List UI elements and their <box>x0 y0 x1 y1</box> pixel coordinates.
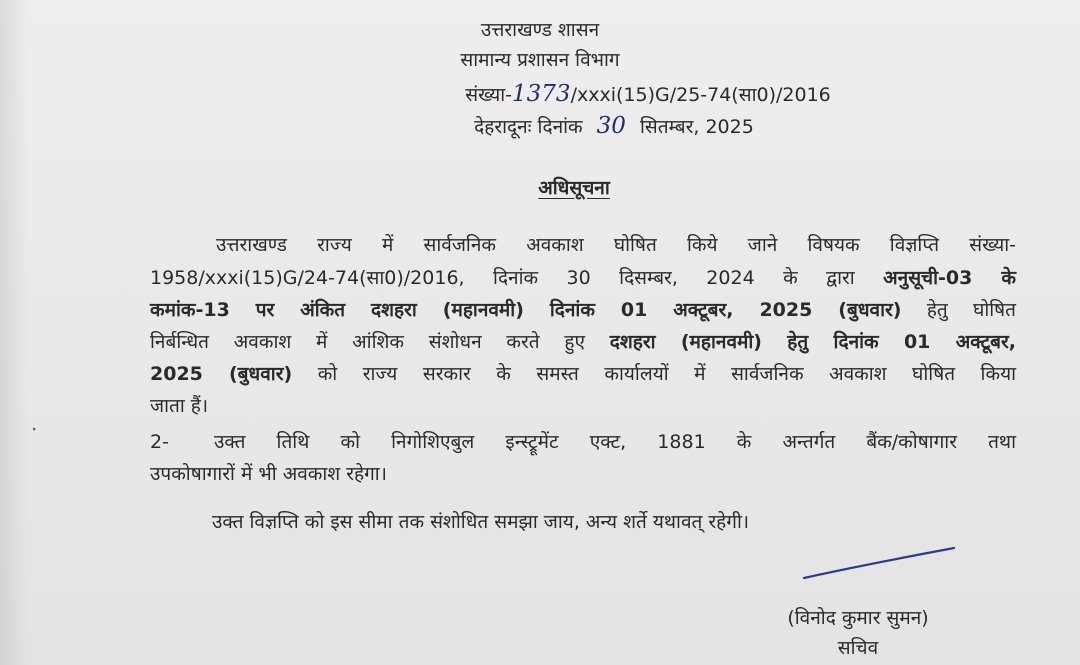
para1-line4-bold: दशहरा (महानवमी) हेतु दिनांक 01 अक्टूबर, <box>609 331 1017 353</box>
government-heading: उत्तराखण्ड शासन <box>480 19 600 41</box>
para1-line3-text: हेतु घोषित <box>926 299 1016 321</box>
para1-line4-text: निर्बन्धित अवकाश में आंशिक संशोधन करते हुए <box>150 331 585 353</box>
signatory-designation: सचिव <box>837 637 879 659</box>
para1-line5-bold: 2025 (बुधवार) <box>150 363 293 385</box>
para3-line: उक्त विज्ञप्ति को इस सीमा तक संशोधित समझा जाय, अन्य शर्ते यथावत् रहेगी। <box>212 511 750 533</box>
title-text: अधिसूचना <box>538 177 610 199</box>
para1-line2 <box>150 266 1016 290</box>
reference-number-line <box>108 82 1080 107</box>
para1-line2-text: 1958/xxxi(15)G/24-74(सा0)/2016, दिनांक 30 दिसम्बर, 2024 के द्वारा <box>150 267 855 289</box>
para2-line2: उपकोषागारों में भी अवकाश रहेगा। <box>150 463 387 485</box>
paper-edge-shadow <box>0 0 28 665</box>
para1-line2-bold: अनुसूची-03 के <box>883 267 1016 289</box>
place-date-line <box>74 114 1080 139</box>
place-date-prefix: देहरादूनः दिनांक <box>474 116 583 138</box>
para1-line3-bold: कमांक-13 पर अंकित दशहरा (महानवमी) दिनांक 01 अक्टूबर, 2025 (बुधवार) <box>150 299 902 321</box>
reference-number-prefix: संख्या- <box>465 84 513 106</box>
para2-number: 2- <box>150 431 169 453</box>
handwritten-date: 30 <box>596 113 626 139</box>
para1-line5 <box>150 362 1016 386</box>
signatory-name: (विनोद कुमार सुमन) <box>787 607 929 629</box>
para1-line4 <box>150 330 1016 354</box>
para2-line1: उक्त तिथि को निगोशिएबुल इन्स्ट्रूमेंट एक्ट, 1881 के अन्तर्गत बैंक/कोषागार तथा <box>214 431 1016 453</box>
signature-stroke <box>800 544 960 584</box>
department-heading: सामान्य प्रशासन विभाग <box>460 49 620 71</box>
reference-number-suffix: /xxxi(15)G/25-74(सा0)/2016 <box>570 84 831 106</box>
para1-line6: जाता हैं। <box>150 395 209 417</box>
para1-line3 <box>150 298 1016 322</box>
date-suffix: सितम्बर, 2025 <box>640 116 754 138</box>
para1-line5-text: को राज्य सरकार के समस्त कार्यालयों में सार्वजनिक अवकाश घोषित किया <box>317 363 1017 385</box>
notification-title <box>34 176 1080 200</box>
para1-line1: उत्तराखण्ड राज्य में सार्वजनिक अवकाश घोषित किये जाने विषयक विज्ञप्ति संख्या- <box>216 234 1016 256</box>
margin-mark: ꞏ <box>32 422 37 438</box>
handwritten-number: 1373 <box>512 81 571 107</box>
